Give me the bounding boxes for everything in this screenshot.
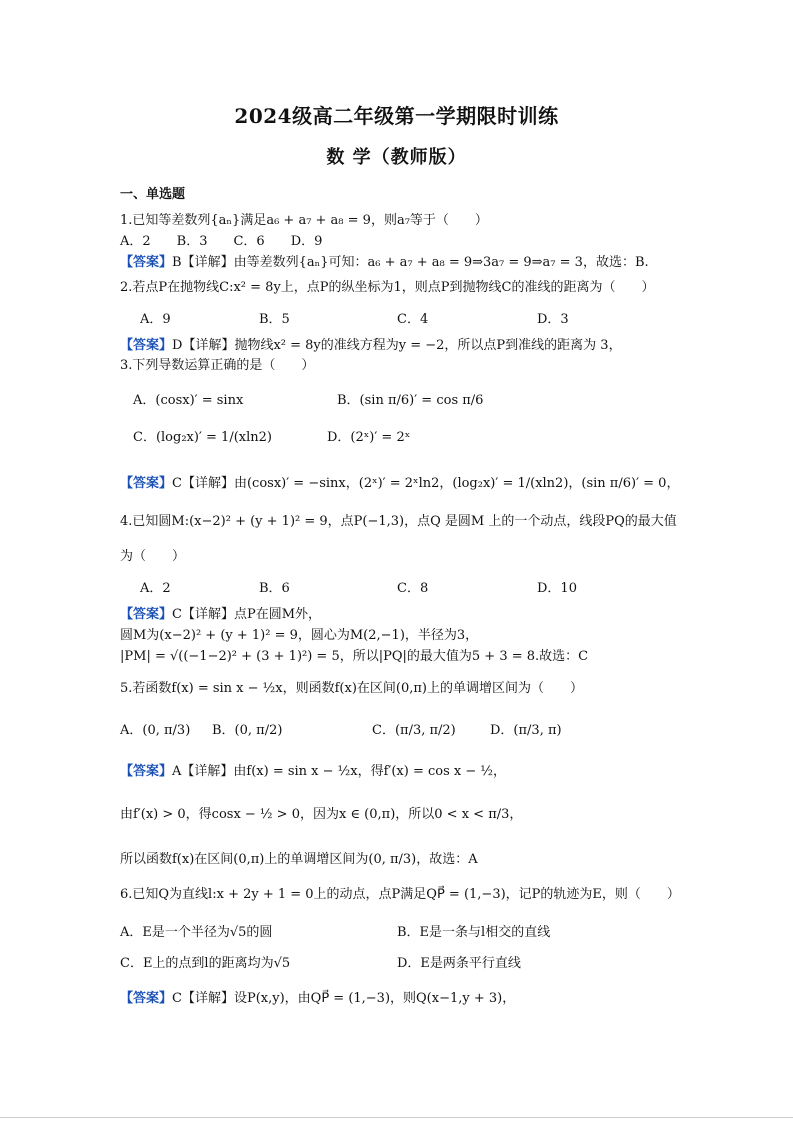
answer-4-line-3: |PM| = √((−1−2)² + (3 + 1)²) = 5，所以|PQ|的最大值为5 + 3 = 8.故选：C (120, 649, 589, 664)
answer-5 (120, 763, 506, 781)
question-5: 5.若函数f(x) = sin x − ½x，则函数f(x)在区间(0,π)上的单调增区间为（ ） (120, 681, 583, 696)
question-5-option-d: D．(π/3, π) (490, 723, 562, 738)
answer-tag: 【答案】 (120, 255, 173, 270)
answer-4-line-2: 圆M为(x−2)² + (y + 1)² = 9，圆心为M(2,−1)，半径为3， (120, 628, 479, 643)
question-4-option-c: C．8 (397, 581, 429, 596)
question-6-option-d: D．E是两条平行直线 (397, 956, 521, 971)
question-6-option-c: C．E上的点到l的距离均为√5 (120, 956, 291, 971)
question-3-option-a: A．(cosx)′ = sinx (133, 393, 244, 408)
page-subtitle: 数 学（教师版） (326, 147, 467, 168)
answer-5-line-2: 由f′(x) > 0，得cosx − ½ > 0，因为x ∈ (0,π)，所以0 < x < π/3， (120, 807, 523, 822)
answer-6-text: C【详解】设P(x,y)，由QP⃗ = (1,−3)，则Q(x−1,y + 3)， (172, 991, 516, 1006)
question-6: 6.已知Q为直线l:x + 2y + 1 = 0上的动点，点P满足QP⃗ = (1,−3)，记P的轨迹为E，则（ ） (120, 887, 680, 902)
question-3: 3.下列导数运算正确的是（ ） (120, 358, 315, 373)
question-2: 2.若点P在抛物线C:x² = 8y上，点P的纵坐标为1，则点P到抛物线C的准线的距离为（ ） (120, 280, 655, 295)
question-2-option-b: B．5 (259, 312, 290, 327)
question-3-option-c: C．(log₂x)′ = 1/(xln2) (133, 430, 272, 445)
answer-6 (120, 990, 515, 1008)
answer-2-text: D【详解】抛物线x² = 8y的准线方程为y = −2，所以点P到准线的距离为 3， (172, 338, 622, 353)
question-4-continued: 为（ ） (120, 549, 186, 564)
question-5-option-b: B．(0, π/2) (212, 723, 283, 738)
question-4-option-d: D．10 (537, 581, 577, 596)
question-1-options: A．2 B．3 C．6 D．9 (120, 234, 323, 249)
answer-3 (120, 475, 679, 493)
question-2-option-d: D．3 (537, 312, 569, 327)
answer-tag: 【答案】 (120, 764, 173, 779)
question-4-option-a: A．2 (140, 581, 171, 596)
question-4: 4.已知圆M:(x−2)² + (y + 1)² = 9，点P(−1,3)，点Q 是圆M 上的一个动点，线段PQ的最大值 (120, 514, 677, 529)
question-2-option-c: C．4 (397, 312, 429, 327)
answer-4-text: C【详解】点P在圆M外， (172, 607, 322, 622)
answer-4 (120, 606, 321, 624)
question-3-option-b: B．(sin π/6)′ = cos π/6 (337, 393, 484, 408)
answer-tag: 【答案】 (120, 476, 173, 491)
answer-tag: 【答案】 (120, 338, 173, 353)
answer-1 (120, 254, 649, 272)
question-4-option-b: B．6 (259, 581, 290, 596)
answer-tag: 【答案】 (120, 991, 173, 1006)
question-1: 1.已知等差数列{aₙ}满足a₆ + a₇ + a₈ = 9，则a₇等于（ ） (120, 213, 488, 228)
answer-2 (120, 337, 622, 355)
answer-5-text: A【详解】由f(x) = sin x − ½x，得f′(x) = cos x − ½， (172, 764, 506, 779)
page-bottom-divider (0, 1117, 793, 1118)
answer-5-line-3: 所以函数f(x)在区间(0,π)上的单调增区间为(0, π/3)，故选：A (120, 852, 478, 867)
answer-tag: 【答案】 (120, 607, 173, 622)
question-5-option-a: A．(0, π/3) (120, 723, 191, 738)
question-2-option-a: A．9 (140, 312, 171, 327)
question-3-option-d: D．(2ˣ)′ = 2ˣ (327, 430, 411, 445)
question-6-option-b: B．E是一条与l相交的直线 (397, 925, 551, 940)
question-6-option-a: A．E是一个半径为√5的圆 (120, 925, 273, 940)
question-5-option-c: C．(π/3, π/2) (372, 723, 456, 738)
answer-3-text: C【详解】由(cosx)′ = −sinx，(2ˣ)′ = 2ˣln2，(log₂x)′ = 1/(xln2)，(sin π/6)′ = 0， (172, 476, 680, 491)
answer-1-text: B【详解】由等差数列{aₙ}可知：a₆ + a₇ + a₈ = 9⇒3a₇ = 9⇒a₇ = 3，故选：B. (172, 255, 649, 270)
page-title: 2024级高二年级第一学期限时训练 (234, 104, 559, 128)
section-heading: 一、单选题 (120, 187, 186, 202)
